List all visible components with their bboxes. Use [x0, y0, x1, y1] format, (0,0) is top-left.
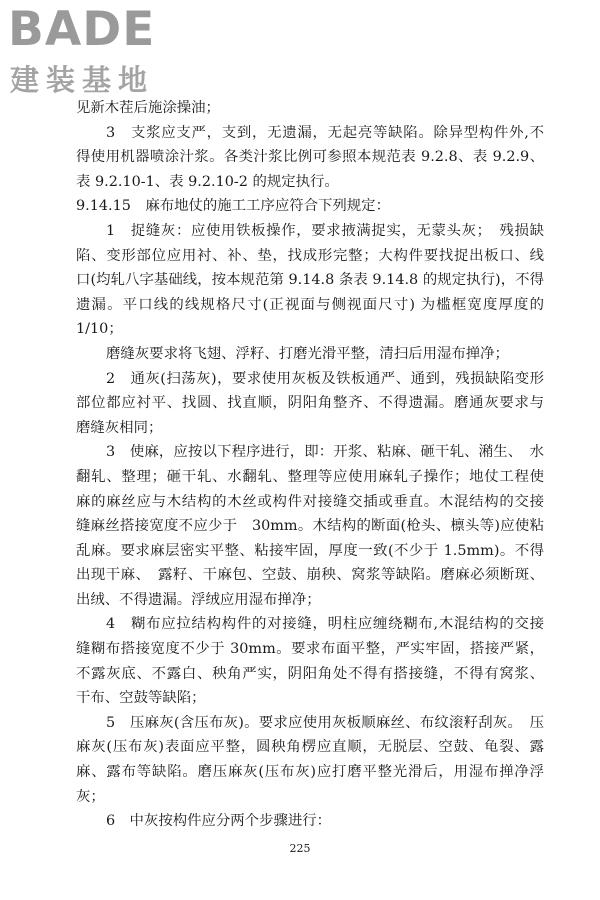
text-line: 翻轧、整理；砸干轧、水翻轧、整理等应使用麻轧子操作；地仗工程使	[76, 468, 544, 485]
section-heading: 9.14.15 麻布地仗的施工工序应符合下列规定：	[76, 198, 390, 215]
text-line: 遗漏。平口线的线规格尺寸(正视面与侧视面尺寸) 为槛框宽度厚度的	[76, 296, 544, 313]
text-line: 磨缝灰相同；	[76, 419, 163, 436]
text-line: 干布、空鼓等缺陷；	[76, 690, 206, 707]
logo-brand: BADE	[8, 2, 156, 57]
text-line: 麻的麻丝应与木结构的木丝或构件对接缝交插或垂直。木混结构的交接	[76, 493, 544, 510]
text-line: 陷、变形部位应用衬、补、垫，找成形完整；大构件要找捉出板口、线	[76, 247, 544, 264]
text-line: 表 9.2.10-1、表 9.2.10-2 的规定执行。	[76, 173, 339, 190]
text-line: 4 糊布应拉结构构件的对接缝，明柱应缠绕糊布,木混结构的交接	[106, 616, 544, 633]
text-line: 出绒、不得遗漏。浮绒应用湿布掸净；	[76, 591, 321, 608]
text-line: 麻、露布等缺陷。磨压麻灰(压布灰)应打磨平整光滑后，用湿布掸净浮	[76, 764, 544, 781]
text-line: 缝糊布搭接宽度不少于 30mm。要求布面平整，严实牢固，搭接严紧，	[76, 641, 544, 658]
text-line: 磨缝灰要求将飞翅、浮籽、打磨光滑平整，清扫后用湿布掸净；	[106, 345, 509, 362]
text-line: 得使用机器喷涂汁浆。各类汁浆比例可参照本规范表 9.2.8、表 9.2.9、	[76, 149, 544, 166]
text-line: 3 支浆应支严，支到，无遗漏，无起亮等缺陷。除异型构件外,不	[106, 124, 544, 141]
text-line: 2 通灰(扫荡灰)，要求使用灰板及铁板通严、通到，残损缺陷变形	[106, 370, 544, 387]
text-line: 口(均轧八字基础线，按本规范第 9.14.8 条表 9.14.8 的规定执行)，不得	[76, 272, 544, 289]
bade-logo	[6, 2, 186, 102]
page-number: 225	[289, 842, 311, 855]
text-line: 6 中灰按构件应分两个步骤进行：	[106, 813, 332, 830]
text-line: 不露灰底、不露白、秧角严实，阴阳角处不得有搭接缝，不得有窝浆、	[76, 665, 544, 682]
text-line: 缝麻丝搭接宽度不应少于 30mm。木结构的断面(枪头、檩头等)应使粘	[76, 518, 544, 535]
text-line: 乱麻。要求麻层密实平整、粘接牢固，厚度一致(不少于 1.5mm)。不得	[76, 542, 544, 559]
text-line: 1 捉缝灰：应使用铁板操作，要求掖满捉实，无蒙头灰； 残损缺	[106, 222, 544, 239]
text-line: 1/10；	[76, 321, 123, 338]
text-line: 灰；	[76, 788, 105, 805]
text-line: 部位都应衬平、找圆、找直顺，阴阳角整齐、不得遗漏。磨通灰要求与	[76, 395, 544, 412]
text-line: 3 使麻，应按以下程序进行，即：开浆、粘麻、砸干轧、潲生、 水	[106, 444, 544, 461]
logo-subtitle: 建装基地	[10, 63, 155, 97]
text-line: 5 压麻灰(含压布灰)。要求应使用灰板顺麻丝、布纹滚籽刮灰。 压	[106, 714, 544, 731]
text-line: 麻灰(压布灰)表面应平整，圆秧角楞应直顺，无脱层、空鼓、龟裂、露	[76, 739, 544, 756]
text-line: 见新木茬后施涂操油；	[76, 100, 220, 116]
text-line: 出现干麻、 露籽、干麻包、空鼓、崩秧、窝浆等缺陷。磨麻必须断斑、	[76, 567, 544, 584]
document-body	[76, 96, 544, 834]
